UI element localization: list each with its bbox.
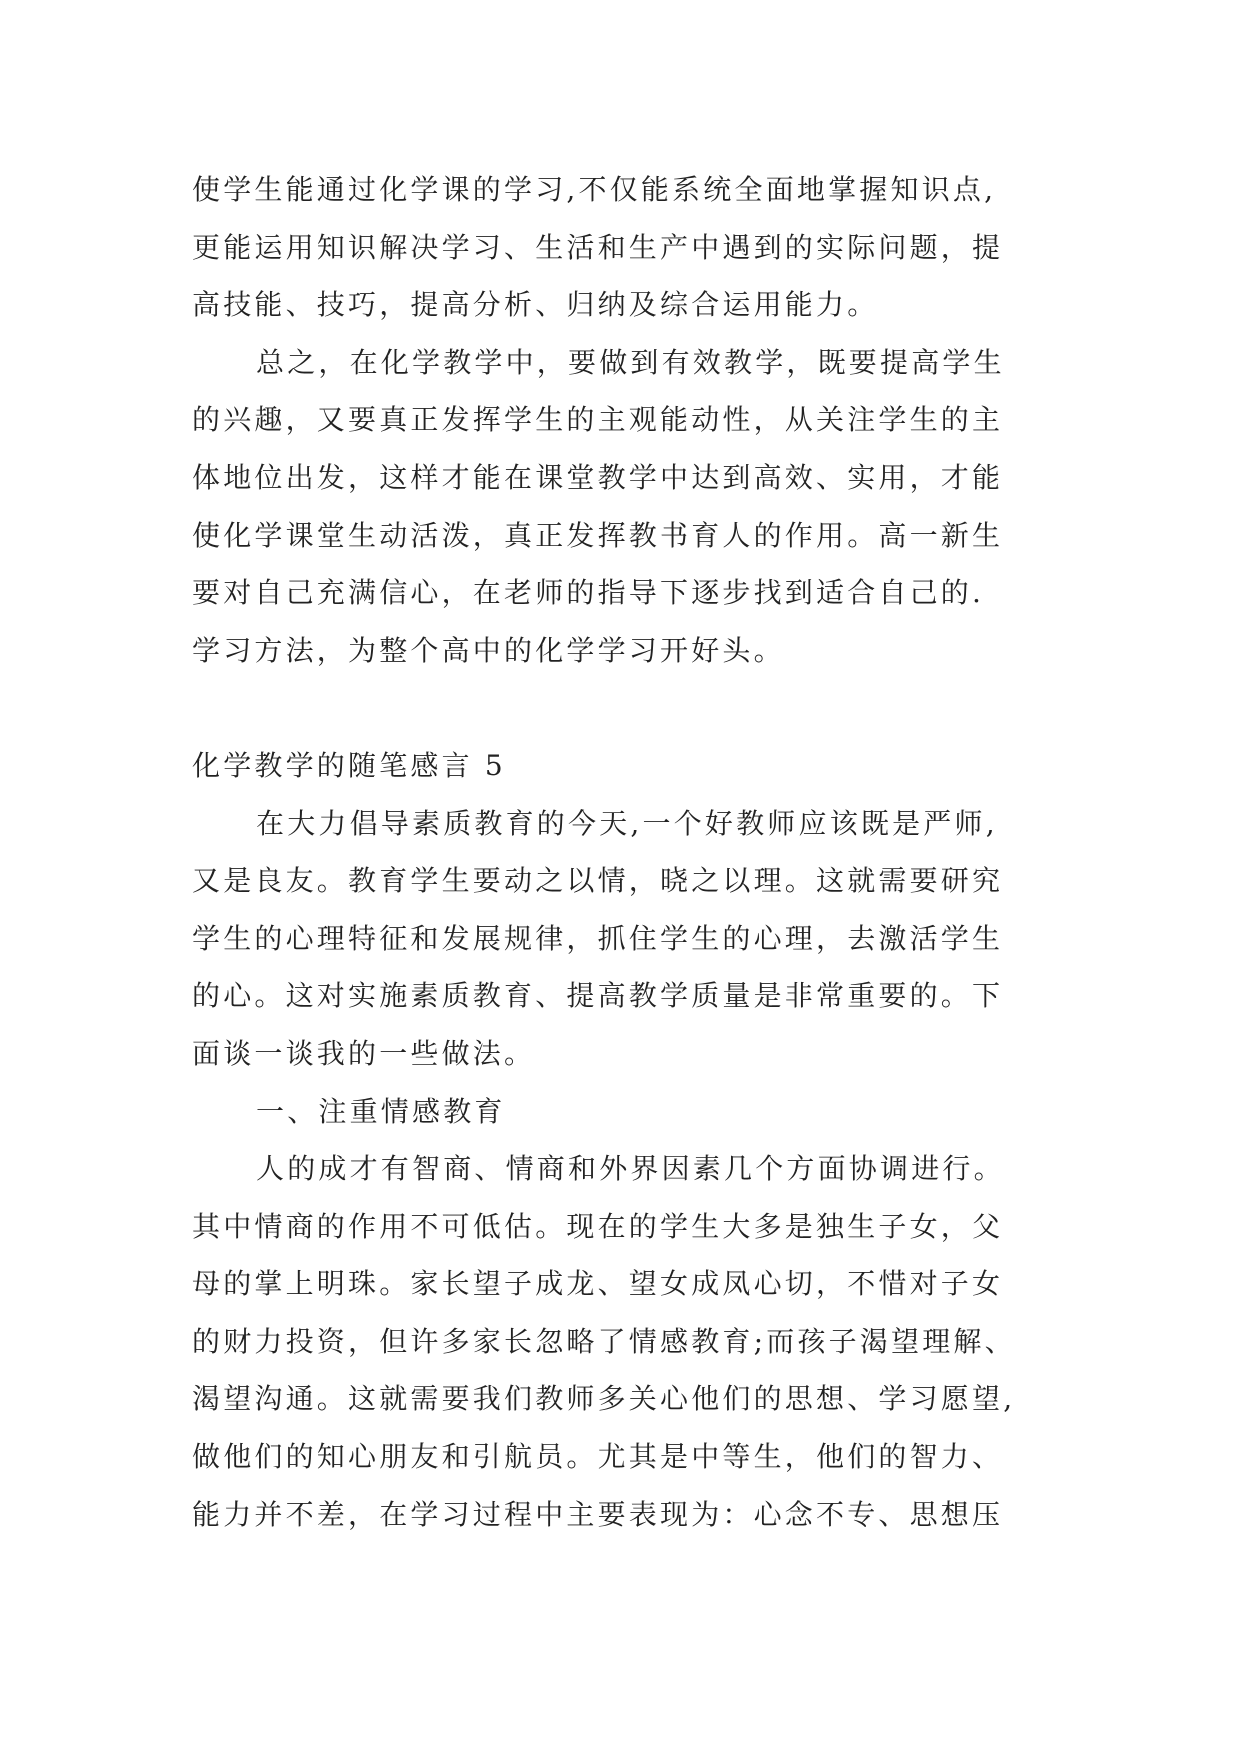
paragraph-first-line: 人的成才有智商、情商和外界因素几个方面协调进行。 xyxy=(256,1152,1005,1186)
section-title: 化学教学的随笔感言 5 xyxy=(192,748,506,782)
text-line: 学习方法，为整个高中的化学学习开好头。 xyxy=(192,633,785,667)
document-body xyxy=(192,161,1072,1543)
text-line: 又是良友。教育学生要动之以情，晓之以理。这就需要研究 xyxy=(192,864,1004,898)
text-line: 使学生能通过化学课的学习,不仅能系统全面地掌握知识点, xyxy=(192,173,997,206)
text-line: 使化学课堂生动活泼，真正发挥教书育人的作用。高一新生 xyxy=(192,518,1004,552)
paragraph-first-line: 总之，在化学教学中，要做到有效教学，既要提高学生 xyxy=(256,345,1005,379)
text-line: 要对自己充满信心，在老师的指导下逐步找到适合自己的. xyxy=(192,576,985,610)
text-line: 能力并不差，在学习过程中主要表现为：心念不专、思想压 xyxy=(192,1497,1004,1531)
text-line: 学生的心理特征和发展规律，抓住学生的心理，去激活学生 xyxy=(192,921,1004,955)
text-line: 渴望沟通。这就需要我们教师多关心他们的思想、学习愿望, xyxy=(192,1382,1016,1416)
text-line: 体地位出发，这样才能在课堂教学中达到高效、实用，才能 xyxy=(192,460,1004,494)
text-line: 面谈一谈我的一些做法。 xyxy=(192,1036,536,1070)
text-line: 其中情商的作用不可低估。现在的学生大多是独生子女，父 xyxy=(192,1209,1004,1243)
text-line: 的兴趣，又要真正发挥学生的主观能动性，从关注学生的主 xyxy=(192,403,1004,437)
subheading: 一、注重情感教育 xyxy=(256,1094,506,1128)
text-line: 高技能、技巧，提高分析、归纳及综合运用能力。 xyxy=(192,288,879,322)
blank-line xyxy=(192,679,1072,737)
text-line: 的心。这对实施素质教育、提高教学质量是非常重要的。下 xyxy=(192,979,1004,1013)
text-line: 母的掌上明珠。家长望子成龙、望女成凤心切，不惜对子女 xyxy=(192,1267,1004,1301)
text-line: 做他们的知心朋友和引航员。尤其是中等生，他们的智力、 xyxy=(192,1440,1004,1474)
paragraph-first-line: 在大力倡导素质教育的今天,一个好教师应该既是严师, xyxy=(256,806,998,840)
text-line: 的财力投资，但许多家长忽略了情感教育;而孩子渴望理解、 xyxy=(192,1324,1016,1358)
text-line: 更能运用知识解决学习、生活和生产中遇到的实际问题，提 xyxy=(192,230,1004,264)
